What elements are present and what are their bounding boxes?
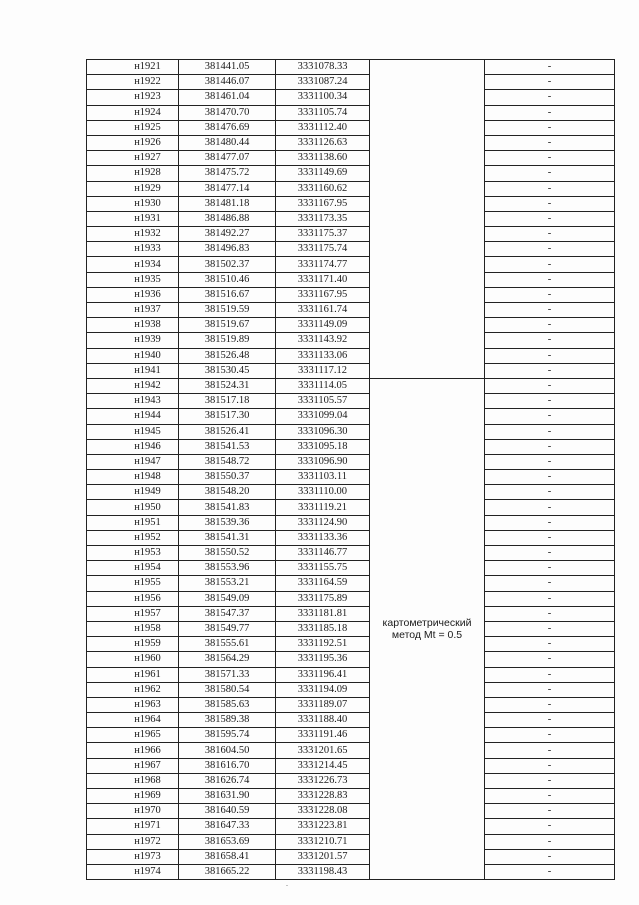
x-coordinate-cell: 381477.07 <box>179 151 276 166</box>
table-row <box>87 515 615 530</box>
point-number-cell: н1949 <box>87 485 179 500</box>
x-coordinate-cell: 381580.54 <box>179 682 276 697</box>
point-number-cell: н1929 <box>87 181 179 196</box>
point-number-cell: н1938 <box>87 318 179 333</box>
x-coordinate-cell: 381470.70 <box>179 105 276 120</box>
note-cell: - <box>485 378 615 393</box>
x-coordinate-cell: 381530.45 <box>179 363 276 378</box>
table-row <box>87 789 615 804</box>
y-coordinate-cell: 3331192.51 <box>276 637 370 652</box>
x-coordinate-cell: 381626.74 <box>179 773 276 788</box>
point-number-cell: н1965 <box>87 728 179 743</box>
x-coordinate-cell: 381585.63 <box>179 697 276 712</box>
table-row <box>87 439 615 454</box>
note-cell: - <box>485 515 615 530</box>
y-coordinate-cell: 3331196.41 <box>276 667 370 682</box>
table-row <box>87 242 615 257</box>
note-cell: - <box>485 287 615 302</box>
x-coordinate-cell: 381539.36 <box>179 515 276 530</box>
x-coordinate-cell: 381589.38 <box>179 713 276 728</box>
x-coordinate-cell: 381480.44 <box>179 135 276 150</box>
table-row <box>87 713 615 728</box>
point-number-cell: н1972 <box>87 834 179 849</box>
point-number-cell: н1959 <box>87 637 179 652</box>
point-number-cell: н1932 <box>87 227 179 242</box>
note-cell: - <box>485 242 615 257</box>
point-number-cell: н1974 <box>87 864 179 879</box>
y-coordinate-cell: 3331119.21 <box>276 500 370 515</box>
table-row <box>87 287 615 302</box>
table-row <box>87 728 615 743</box>
x-coordinate-cell: 381541.83 <box>179 500 276 515</box>
x-coordinate-cell: 381631.90 <box>179 789 276 804</box>
y-coordinate-cell: 3331114.05 <box>276 378 370 393</box>
note-cell: - <box>485 758 615 773</box>
note-cell: - <box>485 728 615 743</box>
y-coordinate-cell: 3331095.18 <box>276 439 370 454</box>
note-cell: - <box>485 546 615 561</box>
x-coordinate-cell: 381548.20 <box>179 485 276 500</box>
note-cell: - <box>485 485 615 500</box>
y-coordinate-cell: 3331096.30 <box>276 424 370 439</box>
table-row <box>87 90 615 105</box>
point-number-cell: н1948 <box>87 470 179 485</box>
point-number-cell: н1966 <box>87 743 179 758</box>
y-coordinate-cell: 3331124.90 <box>276 515 370 530</box>
note-cell: - <box>485 181 615 196</box>
table-row <box>87 834 615 849</box>
note-cell: - <box>485 743 615 758</box>
note-cell: - <box>485 864 615 879</box>
y-coordinate-cell: 3331133.36 <box>276 530 370 545</box>
point-number-cell: н1958 <box>87 621 179 636</box>
note-cell: - <box>485 394 615 409</box>
table-row <box>87 196 615 211</box>
table-row <box>87 211 615 226</box>
x-coordinate-cell: 381526.41 <box>179 424 276 439</box>
table-row <box>87 181 615 196</box>
table-row <box>87 120 615 135</box>
table-row <box>87 849 615 864</box>
table-row <box>87 378 615 393</box>
y-coordinate-cell: 3331155.75 <box>276 561 370 576</box>
y-coordinate-cell: 3331164.59 <box>276 576 370 591</box>
y-coordinate-cell: 3331228.83 <box>276 789 370 804</box>
x-coordinate-cell: 381519.67 <box>179 318 276 333</box>
y-coordinate-cell: 3331191.46 <box>276 728 370 743</box>
note-cell: - <box>485 303 615 318</box>
x-coordinate-cell: 381516.67 <box>179 287 276 302</box>
table-row <box>87 303 615 318</box>
point-number-cell: н1970 <box>87 804 179 819</box>
point-number-cell: н1960 <box>87 652 179 667</box>
note-cell: - <box>485 75 615 90</box>
table-row <box>87 151 615 166</box>
y-coordinate-cell: 3331087.24 <box>276 75 370 90</box>
x-coordinate-cell: 381519.89 <box>179 333 276 348</box>
note-cell: - <box>485 409 615 424</box>
x-coordinate-cell: 381665.22 <box>179 864 276 879</box>
note-cell: - <box>485 773 615 788</box>
y-coordinate-cell: 3331146.77 <box>276 546 370 561</box>
x-coordinate-cell: 381549.77 <box>179 621 276 636</box>
point-number-cell: н1935 <box>87 272 179 287</box>
point-number-cell: н1925 <box>87 120 179 135</box>
coordinates-table-body <box>87 60 615 880</box>
note-cell: - <box>485 90 615 105</box>
table-row <box>87 166 615 181</box>
table-row <box>87 409 615 424</box>
table-row <box>87 105 615 120</box>
table-row <box>87 318 615 333</box>
x-coordinate-cell: 381548.72 <box>179 454 276 469</box>
point-number-cell: н1968 <box>87 773 179 788</box>
x-coordinate-cell: 381640.59 <box>179 804 276 819</box>
point-number-cell: н1973 <box>87 849 179 864</box>
y-coordinate-cell: 3331167.95 <box>276 196 370 211</box>
y-coordinate-cell: 3331099.04 <box>276 409 370 424</box>
x-coordinate-cell: 381547.37 <box>179 606 276 621</box>
x-coordinate-cell: 381595.74 <box>179 728 276 743</box>
note-cell: - <box>485 333 615 348</box>
point-number-cell: н1921 <box>87 60 179 75</box>
note-cell: - <box>485 211 615 226</box>
point-number-cell: н1971 <box>87 819 179 834</box>
y-coordinate-cell: 3331175.89 <box>276 591 370 606</box>
table-row <box>87 454 615 469</box>
x-coordinate-cell: 381441.05 <box>179 60 276 75</box>
point-number-cell: н1937 <box>87 303 179 318</box>
point-number-cell: н1923 <box>87 90 179 105</box>
x-coordinate-cell: 381461.04 <box>179 90 276 105</box>
table-row <box>87 500 615 515</box>
x-coordinate-cell: 381446.07 <box>179 75 276 90</box>
point-number-cell: н1943 <box>87 394 179 409</box>
y-coordinate-cell: 3331174.77 <box>276 257 370 272</box>
table-row <box>87 667 615 682</box>
x-coordinate-cell: 381524.31 <box>179 378 276 393</box>
point-number-cell: н1964 <box>87 713 179 728</box>
note-cell: - <box>485 530 615 545</box>
y-coordinate-cell: 3331228.08 <box>276 804 370 819</box>
note-cell: - <box>485 667 615 682</box>
x-coordinate-cell: 381647.33 <box>179 819 276 834</box>
point-number-cell: н1956 <box>87 591 179 606</box>
x-coordinate-cell: 381502.37 <box>179 257 276 272</box>
y-coordinate-cell: 3331201.65 <box>276 743 370 758</box>
point-number-cell: н1939 <box>87 333 179 348</box>
x-coordinate-cell: 381517.30 <box>179 409 276 424</box>
note-cell: - <box>485 576 615 591</box>
x-coordinate-cell: 381653.69 <box>179 834 276 849</box>
y-coordinate-cell: 3331181.81 <box>276 606 370 621</box>
method-text: картометрический <box>382 617 472 630</box>
x-coordinate-cell: 381553.96 <box>179 561 276 576</box>
table-row <box>87 470 615 485</box>
method-text: метод Mt = 0.5 <box>391 629 463 642</box>
method-cell <box>370 378 485 879</box>
note-cell: - <box>485 166 615 181</box>
x-coordinate-cell: 381510.46 <box>179 272 276 287</box>
table-row <box>87 621 615 636</box>
table-row <box>87 637 615 652</box>
point-number-cell: н1933 <box>87 242 179 257</box>
note-cell: - <box>485 105 615 120</box>
note-cell: - <box>485 318 615 333</box>
table-row <box>87 530 615 545</box>
table-row <box>87 75 615 90</box>
table-row <box>87 348 615 363</box>
point-number-cell: н1928 <box>87 166 179 181</box>
y-coordinate-cell: 3331161.74 <box>276 303 370 318</box>
table-row <box>87 864 615 879</box>
note-cell: - <box>485 135 615 150</box>
y-coordinate-cell: 3331226.73 <box>276 773 370 788</box>
table-row <box>87 743 615 758</box>
point-number-cell: н1962 <box>87 682 179 697</box>
note-cell: - <box>485 637 615 652</box>
note-cell: - <box>485 257 615 272</box>
note-cell: - <box>485 227 615 242</box>
note-cell: - <box>485 151 615 166</box>
point-number-cell: н1942 <box>87 378 179 393</box>
point-number-cell: н1969 <box>87 789 179 804</box>
note-cell: - <box>485 500 615 515</box>
y-coordinate-cell: 3331105.74 <box>276 105 370 120</box>
note-cell: - <box>485 621 615 636</box>
y-coordinate-cell: 3331078.33 <box>276 60 370 75</box>
x-coordinate-cell: 381526.48 <box>179 348 276 363</box>
y-coordinate-cell: 3331194.09 <box>276 682 370 697</box>
y-coordinate-cell: 3331103.11 <box>276 470 370 485</box>
y-coordinate-cell: 3331185.18 <box>276 621 370 636</box>
note-cell: - <box>485 849 615 864</box>
table-row <box>87 561 615 576</box>
x-coordinate-cell: 381519.59 <box>179 303 276 318</box>
note-cell: - <box>485 424 615 439</box>
y-coordinate-cell: 3331171.40 <box>276 272 370 287</box>
note-cell: - <box>485 606 615 621</box>
point-number-cell: н1922 <box>87 75 179 90</box>
table-row <box>87 394 615 409</box>
point-number-cell: н1946 <box>87 439 179 454</box>
table-row <box>87 773 615 788</box>
point-number-cell: н1926 <box>87 135 179 150</box>
y-coordinate-cell: 3331188.40 <box>276 713 370 728</box>
note-cell: - <box>485 682 615 697</box>
x-coordinate-cell: 381481.18 <box>179 196 276 211</box>
method-cell <box>370 60 485 379</box>
point-number-cell: н1945 <box>87 424 179 439</box>
note-cell: - <box>485 272 615 287</box>
y-coordinate-cell: 3331110.00 <box>276 485 370 500</box>
point-number-cell: н1954 <box>87 561 179 576</box>
y-coordinate-cell: 3331100.34 <box>276 90 370 105</box>
y-coordinate-cell: 3331210.71 <box>276 834 370 849</box>
y-coordinate-cell: 3331167.95 <box>276 287 370 302</box>
table-row <box>87 697 615 712</box>
table-row <box>87 819 615 834</box>
point-number-cell: н1955 <box>87 576 179 591</box>
table-row <box>87 257 615 272</box>
y-coordinate-cell: 3331189.07 <box>276 697 370 712</box>
point-number-cell: н1961 <box>87 667 179 682</box>
y-coordinate-cell: 3331133.06 <box>276 348 370 363</box>
x-coordinate-cell: 381541.31 <box>179 530 276 545</box>
note-cell: - <box>485 652 615 667</box>
point-number-cell: н1967 <box>87 758 179 773</box>
table-row <box>87 135 615 150</box>
y-coordinate-cell: 3331223.81 <box>276 819 370 834</box>
y-coordinate-cell: 3331112.40 <box>276 120 370 135</box>
note-cell: - <box>485 697 615 712</box>
table-row <box>87 485 615 500</box>
point-number-cell: н1951 <box>87 515 179 530</box>
y-coordinate-cell: 3331149.09 <box>276 318 370 333</box>
table-row <box>87 682 615 697</box>
note-cell: - <box>485 363 615 378</box>
note-cell: - <box>485 120 615 135</box>
x-coordinate-cell: 381616.70 <box>179 758 276 773</box>
note-cell: - <box>485 348 615 363</box>
note-cell: - <box>485 591 615 606</box>
table-row <box>87 576 615 591</box>
x-coordinate-cell: 381549.09 <box>179 591 276 606</box>
point-number-cell: н1927 <box>87 151 179 166</box>
y-coordinate-cell: 3331214.45 <box>276 758 370 773</box>
y-coordinate-cell: 3331117.12 <box>276 363 370 378</box>
point-number-cell: н1924 <box>87 105 179 120</box>
note-cell: - <box>485 713 615 728</box>
note-cell: - <box>485 439 615 454</box>
x-coordinate-cell: 381553.21 <box>179 576 276 591</box>
x-coordinate-cell: 381658.41 <box>179 849 276 864</box>
table-row <box>87 606 615 621</box>
note-cell: - <box>485 804 615 819</box>
table-row <box>87 60 615 75</box>
note-cell: - <box>485 60 615 75</box>
point-number-cell: н1957 <box>87 606 179 621</box>
x-coordinate-cell: 381492.27 <box>179 227 276 242</box>
note-cell: - <box>485 561 615 576</box>
coordinates-table <box>86 59 615 880</box>
point-number-cell: н1953 <box>87 546 179 561</box>
y-coordinate-cell: 3331201.57 <box>276 849 370 864</box>
note-cell: - <box>485 789 615 804</box>
note-cell: - <box>485 454 615 469</box>
x-coordinate-cell: 381486.88 <box>179 211 276 226</box>
y-coordinate-cell: 3331173.35 <box>276 211 370 226</box>
y-coordinate-cell: 3331149.69 <box>276 166 370 181</box>
table-row <box>87 227 615 242</box>
table-row <box>87 591 615 606</box>
table-row <box>87 804 615 819</box>
y-coordinate-cell: 3331175.37 <box>276 227 370 242</box>
y-coordinate-cell: 3331195.36 <box>276 652 370 667</box>
point-number-cell: н1947 <box>87 454 179 469</box>
x-coordinate-cell: 381564.29 <box>179 652 276 667</box>
x-coordinate-cell: 381571.33 <box>179 667 276 682</box>
note-cell: - <box>485 834 615 849</box>
x-coordinate-cell: 381475.72 <box>179 166 276 181</box>
point-number-cell: н1952 <box>87 530 179 545</box>
note-cell: - <box>485 470 615 485</box>
table-row <box>87 333 615 348</box>
point-number-cell: н1963 <box>87 697 179 712</box>
y-coordinate-cell: 3331126.63 <box>276 135 370 150</box>
y-coordinate-cell: 3331175.74 <box>276 242 370 257</box>
x-coordinate-cell: 381550.52 <box>179 546 276 561</box>
x-coordinate-cell: 381550.37 <box>179 470 276 485</box>
point-number-cell: н1934 <box>87 257 179 272</box>
y-coordinate-cell: 3331160.62 <box>276 181 370 196</box>
table-row <box>87 546 615 561</box>
y-coordinate-cell: 3331105.57 <box>276 394 370 409</box>
point-number-cell: н1950 <box>87 500 179 515</box>
table-row <box>87 424 615 439</box>
point-number-cell: н1940 <box>87 348 179 363</box>
x-coordinate-cell: 381476.69 <box>179 120 276 135</box>
note-cell: - <box>485 819 615 834</box>
y-coordinate-cell: 3331143.92 <box>276 333 370 348</box>
note-cell: - <box>485 196 615 211</box>
x-coordinate-cell: 381555.61 <box>179 637 276 652</box>
x-coordinate-cell: 381477.14 <box>179 181 276 196</box>
point-number-cell: н1936 <box>87 287 179 302</box>
table-row <box>87 363 615 378</box>
page-speck: . <box>286 879 288 888</box>
point-number-cell: н1941 <box>87 363 179 378</box>
point-number-cell: н1930 <box>87 196 179 211</box>
point-number-cell: н1931 <box>87 211 179 226</box>
y-coordinate-cell: 3331096.90 <box>276 454 370 469</box>
table-row <box>87 758 615 773</box>
table-row <box>87 272 615 287</box>
x-coordinate-cell: 381604.50 <box>179 743 276 758</box>
point-number-cell: н1944 <box>87 409 179 424</box>
y-coordinate-cell: 3331198.43 <box>276 864 370 879</box>
x-coordinate-cell: 381541.53 <box>179 439 276 454</box>
x-coordinate-cell: 381517.18 <box>179 394 276 409</box>
y-coordinate-cell: 3331138.60 <box>276 151 370 166</box>
x-coordinate-cell: 381496.83 <box>179 242 276 257</box>
table-row <box>87 652 615 667</box>
